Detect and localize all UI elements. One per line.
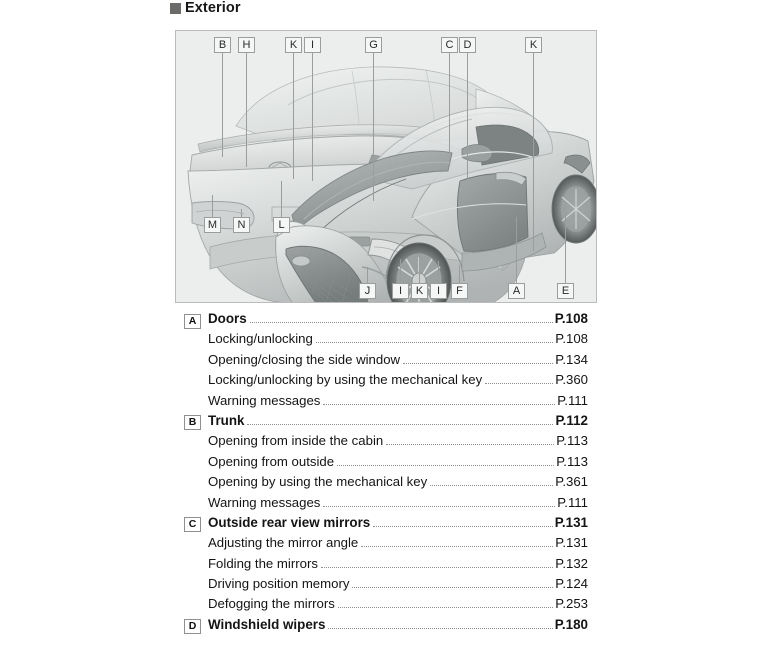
leader-line [449, 53, 450, 153]
toc-page-number: P.131 [555, 535, 588, 551]
toc-sub-row[interactable] [178, 331, 588, 351]
toc-page-number: P.113 [556, 433, 588, 449]
callout-c-top: C [441, 37, 458, 53]
toc-page-number: P.134 [555, 351, 588, 367]
toc-section-badge: A [184, 314, 201, 329]
toc-page-number: P.108 [555, 331, 588, 347]
toc-section-label: Doors [208, 311, 247, 326]
toc-leader-dots [485, 383, 553, 384]
leader-line [212, 195, 213, 217]
callout-j: J [359, 283, 376, 299]
toc-sub-row[interactable] [178, 352, 588, 372]
toc-sub-label: Adjusting the mirror angle [208, 535, 359, 551]
toc-leader-dots [321, 567, 553, 568]
toc-sub-row[interactable] [178, 535, 588, 555]
toc-section-badge: C [184, 517, 201, 532]
toc-leader-dots [403, 363, 553, 364]
leader-line [459, 265, 460, 283]
toc-leader-dots [316, 342, 553, 343]
toc-section-row[interactable] [178, 617, 588, 637]
toc-page-number: P.360 [555, 372, 588, 388]
toc-section-label: Windshield wipers [208, 616, 326, 632]
toc-sub-label: Locking/unlocking [208, 331, 313, 347]
toc-sub-label: Locking/unlocking by using the mechanical key [208, 372, 483, 388]
toc-page-number: P.180 [554, 616, 588, 632]
toc-page-number: P.113 [556, 453, 588, 469]
toc-sub-row[interactable] [178, 495, 588, 515]
callout-a: A [508, 283, 525, 299]
toc-sub-label: Opening by using the mechanical key [208, 474, 428, 490]
toc-sub-label: Opening from outside [208, 453, 335, 469]
toc-leader-dots [386, 444, 554, 445]
toc-page-number: P.131 [554, 514, 588, 530]
toc-page-number: P.111 [557, 494, 588, 510]
callout-m: M [204, 217, 221, 233]
table-of-contents [178, 311, 588, 637]
toc-leader-dots [373, 526, 552, 527]
toc-section-row[interactable] [178, 515, 588, 535]
toc-sub-row[interactable] [178, 454, 588, 474]
callout-h-top: H [238, 37, 255, 53]
leader-line [367, 267, 368, 283]
leader-line [516, 217, 517, 283]
leader-line [312, 53, 313, 181]
toc-sub-label: Opening from inside the cabin [208, 433, 384, 449]
exterior-illustration-panel [175, 30, 597, 303]
toc-sub-row[interactable] [178, 433, 588, 453]
toc-leader-dots [323, 404, 555, 405]
callout-d-top: D [459, 37, 476, 53]
toc-page-number: P.124 [555, 576, 588, 592]
toc-leader-dots [250, 322, 553, 323]
page-title [170, 1, 241, 16]
toc-section-label: Outside rear view mirrors [208, 514, 371, 530]
toc-leader-dots [337, 465, 554, 466]
toc-sub-row[interactable] [178, 556, 588, 576]
leader-line [467, 53, 468, 179]
toc-leader-dots [361, 546, 553, 547]
callout-i-top: I [304, 37, 321, 53]
callout-i-bottom-2: I [430, 283, 447, 299]
toc-page-number: P.361 [555, 474, 588, 490]
toc-section-label: Trunk [208, 412, 245, 428]
toc-page-number: P.253 [555, 596, 588, 612]
toc-leader-dots [430, 485, 553, 486]
leader-line [241, 209, 242, 217]
leader-line [565, 205, 566, 283]
toc-sub-row[interactable] [178, 393, 588, 413]
toc-sub-row[interactable] [178, 576, 588, 596]
toc-page-number: P.111 [557, 392, 588, 408]
toc-page-number: P.108 [554, 311, 588, 326]
toc-leader-dots [247, 424, 553, 425]
callout-k-bottom: K [411, 283, 428, 299]
callout-n: N [233, 217, 250, 233]
toc-sub-label: Warning messages [208, 392, 321, 408]
leader-line [246, 53, 247, 167]
leader-line [438, 261, 439, 283]
callout-k-top: K [285, 37, 302, 53]
leader-line [293, 53, 294, 179]
leader-line [281, 181, 282, 217]
callout-b-top: B [214, 37, 231, 53]
bullet-square-icon [170, 3, 181, 14]
leader-line [222, 53, 223, 157]
toc-leader-dots [338, 607, 553, 608]
leader-line [419, 253, 420, 283]
callout-l: L [273, 217, 290, 233]
section-title-text: Exterior [185, 0, 241, 16]
toc-sub-label: Folding the mirrors [208, 555, 318, 571]
toc-section-row[interactable] [178, 413, 588, 433]
leader-line [373, 53, 374, 201]
callout-i-bottom-1: I [392, 283, 409, 299]
toc-sub-label: Warning messages [208, 494, 321, 510]
toc-section-row[interactable] [178, 311, 588, 331]
toc-leader-dots [328, 628, 552, 629]
toc-leader-dots [352, 587, 553, 588]
toc-page-number: P.112 [555, 412, 588, 428]
toc-sub-label: Driving position memory [208, 576, 350, 592]
toc-section-badge: D [184, 619, 201, 634]
callout-k-top-right: K [525, 37, 542, 53]
leader-line [533, 53, 534, 251]
toc-sub-row[interactable] [178, 372, 588, 392]
leader-line [400, 259, 401, 283]
toc-sub-row[interactable] [178, 596, 588, 616]
callout-f: F [451, 283, 468, 299]
toc-sub-label: Defogging the mirrors [208, 596, 335, 612]
toc-leader-dots [323, 506, 555, 507]
toc-page-number: P.132 [555, 555, 588, 571]
callout-g-top: G [365, 37, 382, 53]
callout-e: E [557, 283, 574, 299]
toc-sub-row[interactable] [178, 474, 588, 494]
toc-sub-label: Opening/closing the side window [208, 351, 401, 367]
toc-section-badge: B [184, 415, 201, 430]
